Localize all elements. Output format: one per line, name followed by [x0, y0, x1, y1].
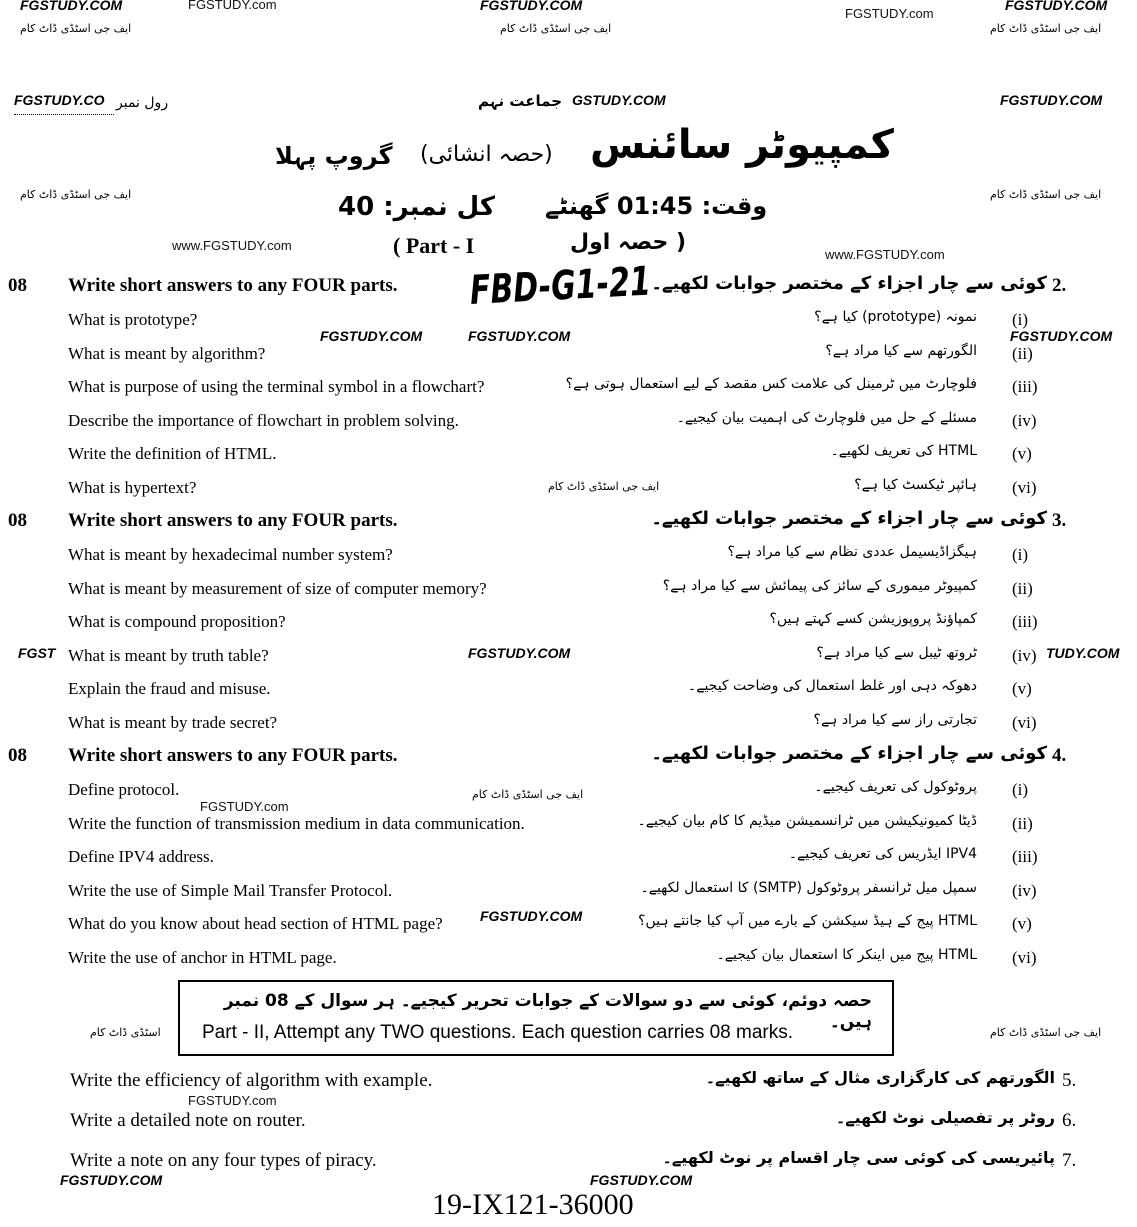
question-item-en: What is meant by algorithm?: [68, 343, 266, 363]
watermark: FGSTUDY.COM: [468, 645, 571, 661]
question-item-ur: IPV4 ایڈریس کی تعریف کیجیے۔: [788, 846, 977, 863]
question-item-ur: مسئلے کے حل میں فلوچارٹ کی اہمیت بیان کیجیے۔: [676, 409, 977, 426]
question-item-ur: ہیگزاڈیسیمل عددی نظام سے کیا مراد ہے؟: [727, 544, 977, 560]
question-item-number: (i): [1012, 545, 1029, 564]
watermark: FGSTUDY.com: [845, 6, 934, 21]
question-item-ur: ہائپر ٹیکسٹ کیا ہے؟: [854, 477, 977, 493]
question-heading-ur: کوئی سے چار اجزاء کے مختصر جوابات لکھیے۔: [651, 273, 1047, 294]
roll-number-label: رول نمبر: [116, 95, 169, 111]
question-number: 2.: [1052, 275, 1067, 296]
paper-code: 19-IX121-36000: [432, 1188, 634, 1221]
question-item-ur: فلوچارٹ میں ٹرمینل کی علامت کس مقصد کے لیے استعمال ہوتی ہے؟: [565, 376, 977, 393]
question-heading-ur: کوئی سے چار اجزاء کے مختصر جوابات لکھیے۔: [651, 508, 1047, 529]
question-item-en: What is meant by trade secret?: [68, 713, 278, 732]
long-question-number: 7.: [1062, 1150, 1077, 1171]
watermark: FGSTUDY.COM: [1000, 92, 1103, 108]
subject-title: کمپیوٹر سائنس: [590, 122, 894, 168]
section-label: (حصہ انشائی): [420, 142, 553, 167]
part-one-en: ( Part - I: [393, 233, 475, 258]
watermark: FGSTUDY.COM: [468, 328, 571, 344]
question-item-number: (iv): [1012, 410, 1037, 430]
question-item-en: What is compound proposition?: [68, 612, 286, 632]
question-item-en: Write the function of transmission medium in data communication.: [68, 813, 525, 833]
watermark: www.FGSTUDY.com: [825, 247, 945, 262]
part-one-ur: ( حصہ اول: [570, 230, 687, 255]
class-label: جماعت نہم: [478, 92, 563, 110]
question-item-number: (v): [1012, 914, 1032, 934]
question-item-ur: HTML پیج کے ہیڈ سیکشن کے بارے میں آپ کیا جانتے ہیں؟: [638, 913, 977, 930]
question-item-number: (vi): [1012, 478, 1037, 497]
watermark-urdu: ایف جی اسٹڈی ڈاٹ کام: [500, 22, 612, 35]
long-question-ur: پائیریسی کی کوئی سی چار اقسام پر نوٹ لکھیے۔: [662, 1148, 1055, 1167]
question-item-en: What is meant by hexadecimal number system?: [68, 545, 393, 564]
part-two-box: [178, 980, 894, 1056]
watermark: FGSTUDY.COM: [590, 1172, 693, 1188]
question-item-en: What is hypertext?: [68, 478, 197, 497]
watermark-urdu: ایف جی اسٹڈی ڈاٹ کام: [548, 480, 660, 493]
question-item-ur: ڈیٹا کمیونیکیشن میں ٹرانسمیشن میڈیم کا کام بیان کیجیے۔: [637, 812, 977, 829]
question-item-ur: کمپیوٹر میموری کے سائز کی پیمائش سے کیا مراد ہے؟: [662, 577, 977, 594]
watermark: www.FGSTUDY.com: [172, 238, 292, 253]
question-item-ur: سمپل میل ٹرانسفر پروٹوکول (SMTP) کا استعمال لکھیے۔: [640, 879, 977, 896]
question-item-number: (i): [1012, 780, 1029, 799]
question-item-number: (iv): [1012, 880, 1037, 900]
part-two-instruction-en: Part - II, Attempt any TWO questions. Each question carries 08 marks.: [202, 1022, 794, 1043]
watermark-urdu: اسٹڈی ڈاٹ کام: [90, 1026, 161, 1039]
question-heading: Write short answers to any FOUR parts.: [68, 510, 398, 531]
long-question-number: 5.: [1062, 1070, 1077, 1091]
question-item-ur: دھوکہ دہی اور غلط استعمال کی وضاحت کیجیے۔: [688, 678, 977, 695]
watermark: FGSTUDY.COM: [320, 328, 423, 344]
total-marks: کل نمبر: 40: [338, 192, 495, 222]
watermark-urdu: ایف جی اسٹڈی ڈاٹ کام: [990, 188, 1102, 201]
watermark-urdu: ایف جی اسٹڈی ڈاٹ کام: [20, 188, 132, 201]
question-marks: 08: [8, 510, 27, 531]
group-label: گروپ پہلا: [275, 142, 393, 170]
long-question-ur: الگورتھم کی کارگزاری مثال کے ساتھ لکھیے۔: [705, 1068, 1055, 1087]
question-item-en: What is purpose of using the terminal symbol in a flowchart?: [68, 377, 485, 397]
question-item-en: What is prototype?: [68, 310, 198, 329]
watermark: FGSTUDY.COM: [1010, 328, 1113, 344]
long-question-ur: روٹر پر تفصیلی نوٹ لکھیے۔: [835, 1108, 1055, 1127]
question-item-number: (v): [1012, 444, 1032, 464]
question-item-number: (vi): [1012, 713, 1037, 732]
question-item-en: Define IPV4 address.: [68, 847, 214, 867]
question-item-number: (v): [1012, 679, 1032, 699]
question-number: 3.: [1052, 510, 1067, 531]
question-item-number: (ii): [1012, 813, 1033, 833]
watermark: FGSTUDY.com: [200, 799, 289, 814]
watermark: FGSTUDY.com: [188, 0, 277, 12]
watermark-urdu: ایف جی اسٹڈی ڈاٹ کام: [990, 22, 1102, 35]
question-item-number: (iii): [1012, 377, 1038, 397]
question-item-ur: تجارتی راز سے کیا مراد ہے؟: [813, 712, 977, 728]
question-marks: 08: [8, 745, 27, 766]
watermark: FGSTUDY.COM: [20, 0, 123, 13]
watermark: FGSTUDY.COM: [60, 1172, 163, 1188]
watermark: FGSTUDY.CO: [14, 92, 105, 108]
question-item-ur: پروٹوکول کی تعریف کیجیے۔: [814, 779, 977, 795]
time-allowed: وقت: 01:45 گھنٹے: [545, 192, 768, 220]
question-item-en: What is meant by truth table?: [68, 645, 269, 665]
watermark: GSTUDY.COM: [572, 92, 666, 108]
question-heading-ur: کوئی سے چار اجزاء کے مختصر جوابات لکھیے۔: [651, 743, 1047, 764]
watermark-urdu: ایف جی اسٹڈی ڈاٹ کام: [472, 788, 584, 801]
question-item-number: (vi): [1012, 948, 1037, 967]
question-item-number: (i): [1012, 310, 1029, 329]
long-question-en: Write a note on any four types of piracy.: [70, 1150, 377, 1171]
question-item-en: Write the definition of HTML.: [68, 444, 277, 464]
question-item-number: (iii): [1012, 612, 1038, 632]
watermark: FGST: [18, 645, 56, 661]
long-question-number: 6.: [1062, 1110, 1077, 1131]
question-item-en: Explain the fraud and misuse.: [68, 679, 271, 699]
watermark: TUDY.COM: [1046, 645, 1120, 661]
question-item-number: (iii): [1012, 847, 1038, 867]
question-item-en: What is meant by measurement of size of computer memory?: [68, 578, 487, 598]
watermark: FGSTUDY.com: [188, 1093, 277, 1108]
question-item-en: Define protocol.: [68, 780, 180, 799]
question-item-en: Write the use of Simple Mail Transfer Protocol.: [68, 880, 393, 900]
watermark-urdu: ایف جی اسٹڈی ڈاٹ کام: [990, 1026, 1102, 1039]
watermark-urdu: ایف جی اسٹڈی ڈاٹ کام: [20, 22, 132, 35]
question-heading: Write short answers to any FOUR parts.: [68, 745, 398, 766]
watermark: FGSTUDY.COM: [480, 908, 583, 924]
question-item-ur: نمونہ (prototype) کیا ہے؟: [814, 309, 977, 325]
question-item-ur: HTML کی تعریف لکھیے۔: [830, 443, 977, 460]
question-item-en: Describe the importance of flowchart in problem solving.: [68, 410, 459, 430]
long-question-en: Write the efficiency of algorithm with example.: [70, 1070, 433, 1091]
question-item-number: (ii): [1012, 343, 1033, 363]
question-item-ur: ٹروتھ ٹیبل سے کیا مراد ہے؟: [816, 644, 977, 661]
question-item-en: Write the use of anchor in HTML page.: [68, 948, 337, 967]
question-number: 4.: [1052, 745, 1067, 766]
question-item-number: (iv): [1012, 645, 1037, 665]
question-item-ur: الگورتھم سے کیا مراد ہے؟: [825, 342, 977, 359]
handwritten-code: FBD-G1-21: [468, 258, 652, 314]
roll-number-line: [14, 114, 114, 115]
question-heading: Write short answers to any FOUR parts.: [68, 275, 398, 296]
question-marks: 08: [8, 275, 27, 296]
watermark: FGSTUDY.COM: [480, 0, 583, 13]
question-item-ur: HTML پیج میں اینکر کا استعمال بیان کیجیے۔: [716, 947, 977, 963]
question-item-en: What do you know about head section of HTML page?: [68, 914, 443, 934]
question-item-ur: کمپاؤنڈ پروپوزیشن کسے کہتے ہیں؟: [769, 611, 977, 628]
watermark: FGSTUDY.COM: [1005, 0, 1108, 13]
question-item-number: (ii): [1012, 578, 1033, 598]
part-two-instruction-ur: حصہ دوئم، کوئی سے دو سوالات کے جوابات تحریر کیجیے۔ ہر سوال کے 08 نمبر ہیں۔: [223, 991, 872, 1032]
long-question-en: Write a detailed note on router.: [70, 1110, 306, 1131]
